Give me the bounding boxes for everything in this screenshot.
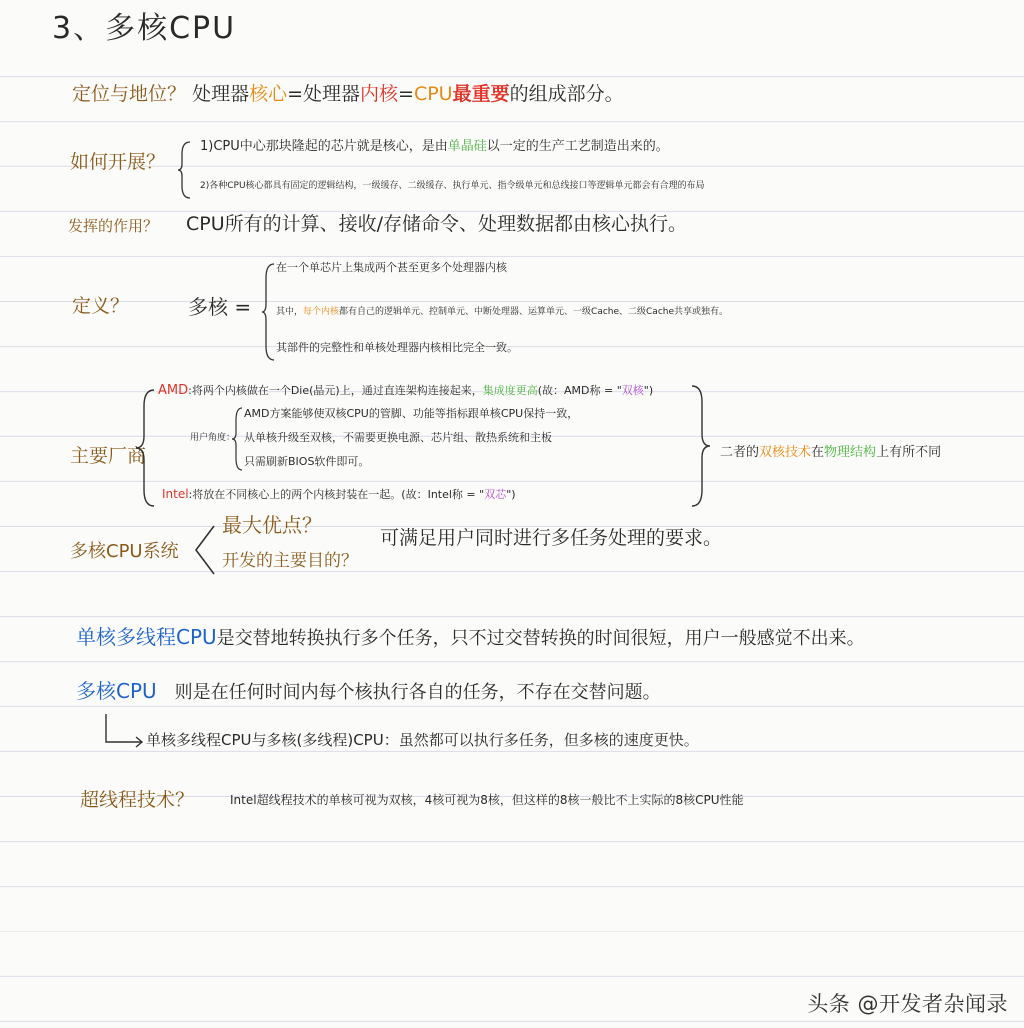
how-item-1-a: 1)CPU中心那块隆起的芯片就是核心，是由 (200, 139, 448, 154)
watermark: 头条 @开发者杂闻录 (807, 992, 1008, 1016)
hyperthreading-text: Intel超线程技术的单核可视为双核，4核可视为8核，但这样的8核一般比不上实际的8核CPU性能 (230, 793, 744, 807)
how-item-1 (200, 140, 669, 154)
conclusion-b: 双核技术 (759, 445, 812, 460)
hyperthreading-label: 超线程技术？ (80, 789, 195, 811)
amd-row (158, 384, 653, 398)
multi-core-row (76, 680, 661, 703)
how-item-1-b: 单晶硅 (447, 139, 487, 154)
positioning-row (72, 84, 624, 105)
definition-item-3: 其部件的完整性和单核处理器内核相比完全一致。 (276, 341, 518, 354)
conclusion-c: 在 (811, 445, 825, 460)
intel-text-c: ") (506, 488, 516, 501)
how-item-1-c: 以一定的生产工艺制造出来的。 (486, 139, 669, 154)
user-view-label: 用户角度： (190, 433, 236, 443)
amd-name: AMD (158, 383, 189, 398)
text-a: 处理器 (192, 83, 250, 105)
amd-text-c: (故：AMD称 = " (537, 384, 622, 397)
vendors-brace-right (690, 384, 710, 508)
text-f: CPU (413, 83, 453, 105)
role-text: CPU所有的计算、接收/存储命令、处理数据都由核心执行。 (186, 213, 688, 235)
user-view-brace (232, 406, 244, 472)
role-label: 发挥的作用？ (68, 217, 159, 235)
comparison-note: 单核多线程CPU与多核(多线程)CPU：虽然都可以执行多任务，但多核的速度更快。 (146, 731, 699, 749)
intel-text-a: :将放在不同核心上的两个内核封装在一起。(故：Intel称 = " (188, 488, 485, 501)
single-core-row (76, 626, 865, 649)
multicore-system-angle (194, 522, 216, 578)
amd-text-d: 双核 (621, 384, 644, 397)
text-e: = (398, 83, 414, 105)
definition-item-2-c: 都有自己的逻辑单元、控制单元、中断处理器、运算单元、一级Cache、二级Cache共享或独有。 (339, 307, 729, 317)
conclusion-d: 物理结构 (824, 445, 877, 460)
multicore-question-1: 最大优点？ (222, 513, 322, 537)
single-core-term: 单核多线程CPU (76, 625, 217, 649)
multicore-system-label: 多核CPU系统 (70, 541, 179, 562)
single-core-text: 是交替地转换执行多个任务，只不过交替转换的时间很短，用户一般感觉不出来。 (216, 628, 865, 649)
text-g: 最重要 (452, 83, 510, 105)
user-view-item-3: 只需刷新BIOS软件即可。 (244, 455, 370, 468)
vendors-brace-left (136, 388, 156, 508)
intel-text-b: 双芯 (484, 488, 507, 501)
how-label: 如何开展？ (70, 151, 166, 173)
text-d: 内核 (360, 83, 399, 105)
conclusion-a: 二者的 (720, 445, 760, 460)
text-h: 的组成部分。 (509, 83, 624, 105)
definition-label: 定义？ (72, 295, 130, 317)
definition-brace (262, 262, 276, 362)
vendors-conclusion (720, 446, 941, 460)
text-b: 核心 (249, 83, 288, 105)
user-view-item-1: AMD方案能够使双核CPU的管脚、功能等指标跟单核CPU保持一致， (244, 407, 579, 420)
page-title: 3、多核CPU (52, 11, 237, 46)
amd-text-b: 集成度更高 (482, 384, 538, 397)
intel-name: Intel (162, 487, 189, 501)
how-item-2: 2)各种CPU核心都具有固定的逻辑结构，一级缓存、二级缓存、执行单元、指令级单元和总线接口等逻辑单元都会有合理的布局 (200, 181, 705, 191)
intel-row (162, 488, 516, 501)
vendors-label: 主要厂商 (70, 445, 147, 467)
text-c: =处理器 (287, 83, 361, 105)
amd-text-a: :将两个内核做在一个Die(晶元)上，通过直连架构连接起来， (188, 384, 483, 397)
definition-item-2-a: 其中， (276, 307, 304, 317)
amd-text-e: ") (643, 384, 654, 397)
multicore-question-2: 开发的主要目的？ (222, 551, 358, 571)
positioning-label: 定位与地位？ (72, 83, 187, 105)
definition-term: 多核 = (188, 295, 252, 319)
comparison-arrow (104, 712, 146, 752)
conclusion-e: 上有所不同 (876, 445, 942, 460)
how-brace (178, 140, 192, 200)
definition-item-2-b: 每个内核 (303, 307, 340, 317)
definition-item-2 (276, 308, 728, 318)
definition-item-1: 在一个单芯片上集成两个甚至更多个处理器内核 (276, 261, 507, 274)
multicore-answer: 可满足用户同时进行多任务处理的要求。 (380, 527, 723, 549)
user-view-item-2: 从单核升级至双核，不需要更换电源、芯片组、散热系统和主板 (244, 431, 552, 444)
multi-core-term: 多核CPU (76, 679, 157, 703)
multi-core-text: 则是在任何时间内每个核执行各自的任务，不存在交替问题。 (174, 682, 661, 703)
